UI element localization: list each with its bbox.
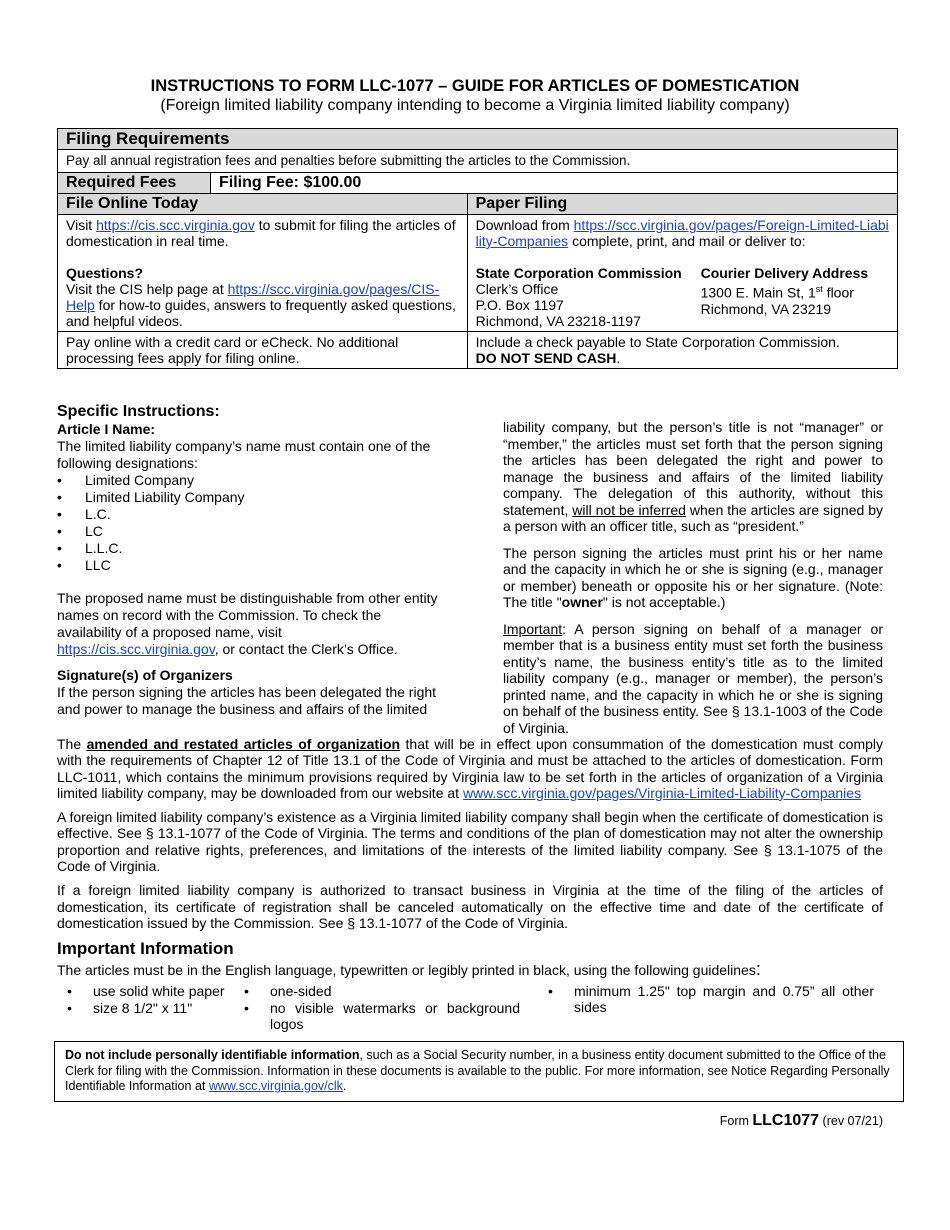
designation-list [57,472,447,574]
cis-help-link[interactable]: https://scc.virginia.gov/pages/CIS-Help [66,281,440,313]
important-paragraph: Important: A person signing on behalf of a manager or member that is a business entity must set forth the business entity’s name, the business entity’s title as to the limited liability company (e.g., manager or member), the person’s printed name, and the capacity in which he or she is signing on behalf of the business entity. See § 13.1-1003 of the Code of Virginia. [503,620,883,736]
specific-instructions-right [503,419,883,736]
filing-note: Pay all annual registration fees and penalties before submitting the articles to the Commission. [58,150,898,173]
list-item: • one-sided [270,983,332,1000]
print-name-paragraph: The person signing the articles must print his or her name and the capacity in which he or she is signing (e.g., manager or member) beneath or opposite his or her signature. (Note: The title "owner" is not acceptable.) [503,544,883,610]
name-check-link[interactable]: https://cis.scc.virginia.gov [57,641,215,657]
online-instructions [58,215,468,332]
distinguish-paragraph: The proposed name must be distinguishable from other entity names on record with the Commission. To check the availability of a proposed name, visit https://cis.scc.virginia.gov, or contact the Clerk’s Office. [57,590,438,657]
scc-line1: Clerk’s Office [475,281,559,297]
specific-instructions-left [57,402,447,718]
signature-label: Signature(s) of Organizers [57,667,233,683]
filing-requirements-table [57,128,898,369]
clerk-link[interactable]: www.scc.virginia.gov/clk [208,1079,343,1093]
list-item: • Limited Company [85,472,447,489]
llc-page-link[interactable]: www.scc.virginia.gov/pages/Virginia-Limited-Liability-Companies [462,784,862,801]
document-title [0,76,950,116]
help-post-text: for how-to guides, answers to frequently asked questions, and helpful videos. [66,297,456,329]
paper-payment-note: Include a check payable to State Corporation Commission. DO NOT SEND CASH. [467,332,897,369]
list-item: • minimum 1.25" top margin and 0.75” all other sides [574,983,874,1016]
download-post-text: complete, print, and mail or deliver to: [568,233,806,249]
filing-requirements-header: Filing Requirements [58,129,898,150]
filing-fee-value: Filing Fee: $100.00 [211,173,898,194]
list-item: • Limited Liability Company [85,489,447,506]
questions-label: Questions? [66,265,144,281]
courier-line1: 1300 E. Main St, 1st floor [700,284,854,301]
paper-instructions [467,215,897,332]
list-item: • no visible watermarks or background logos [270,1000,520,1033]
online-payment-note: Pay online with a credit card or eCheck. No additional processing fees apply for filing online. [58,332,468,369]
guidelines-intro: The articles must be in the English language, typewritten or legibly printed in black, using the following guidelines: [57,959,761,980]
signature-text: If the person signing the articles has been delegated the right and power to manage the business and affairs of the limited [57,684,437,717]
courier-name: Courier Delivery Address [700,265,869,281]
article-intro: The limited liability company’s name must contain one of the following designations: [57,438,431,471]
list-item: • use solid white paper [93,983,225,1000]
online-header: File Online Today [58,194,468,215]
scc-address [476,265,701,329]
sub-title: (Foreign limited liability company intending to become a Virginia limited liability company) [160,97,790,114]
courier-line2: Richmond, VA 23219 [700,300,832,317]
amended-articles-paragraph: The amended and restated articles of organization that will be in effect upon consummation of the domestication must comply with the requirements of Chapter 12 of Title 13.1 of the Code of Virginia and must be attached to the articles of domestication. Form LLC-1011, which contains the minimum provisions required by Virginia law to be set forth in the articles of organization of a Virginia limited liability company, may be downloaded from our website at www.scc.virginia.gov/pages/Virginia-Limited-Liability-Companies [57,736,884,801]
scc-line2: P.O. Box 1197 [475,297,564,313]
visit-text: Visit [66,217,97,233]
required-fees-label: Required Fees [58,173,211,194]
scc-name: State Corporation Commission [475,265,682,281]
list-item: • LC [85,523,447,540]
check-text: Include a check payable to State Corporation Commission. [475,334,840,350]
delegation-paragraph: liability company, but the person’s title is not “manager” or “member,” the articles must set forth that the person signing the articles has been delegated the right and power to manage the business and affairs of the limited liability company. The delegation of this authority, without this statement, will not be inferred when the articles are signed by a person with an officer title, such as “president.” [503,419,883,534]
form-number: Form LLC1077 (rev 07/21) [719,1112,883,1129]
list-item: • L.L.C. [85,540,447,557]
guidelines-list [57,983,883,1031]
main-title: INSTRUCTIONS TO FORM LLC-1077 – GUIDE FOR ARTICLES OF DOMESTICATION [150,77,800,95]
list-item: • size 8 1/2" x 11" [93,1000,192,1017]
existence-paragraph: A foreign limited liability company’s existence as a Virginia limited liability company shall begin when the certificate of domestication is effective. See § 13.1-1077 of the Code of Virginia. The terms and conditions of the plan of domestication may not alter the ownership proportion and relative rights, preferences, and limitations of the interests of the limited liability company. See § 13.1-1075 of the Code of Virginia. [57,809,883,875]
download-link[interactable]: https://scc.virginia.gov/pages/Foreign-Limited-Liability-Companies [475,217,889,249]
visit-post-text: to submit for filing the articles of domestication in real time. [66,217,456,249]
registration-paragraph: If a foreign limited liability company is authorized to transact business in Virginia at the time of the filing of the articles of domestication, its certificate of registration shall be canceled automatically on the effective time and date of the certificate of domestication issued by the Commission. See § 13.1-1077 of the Code of Virginia. [57,882,883,931]
scc-line3: Richmond, VA 23218-1197 [475,313,641,329]
pii-notice-bold: Do not include personally identifiable information [65,1048,360,1062]
pii-notice: Do not include personally identifiable information, such as a Social Security number, in a business entity document submitted to the Office of the Clerk for filing with the Commission. Information in these documents is available to the public. For more information, see Notice Regarding Personally Identifiable Information at www.scc.virginia.gov/clk. [54,1041,904,1102]
article-name-label: Article I Name: [57,421,156,437]
list-item: • L.C. [85,506,447,523]
cis-link[interactable]: https://cis.scc.virginia.gov [96,217,255,233]
body-text [57,736,883,1031]
specific-instructions-header: Specific Instructions: [57,403,220,420]
download-text: Download from [475,217,574,233]
list-item: • LLC [85,557,447,574]
important-information-header: Important Information [57,939,234,959]
no-cash-text: DO NOT SEND CASH [475,350,617,366]
courier-address [701,265,869,329]
help-text: Visit the CIS help page at [66,281,228,297]
paper-header: Paper Filing [467,194,897,215]
